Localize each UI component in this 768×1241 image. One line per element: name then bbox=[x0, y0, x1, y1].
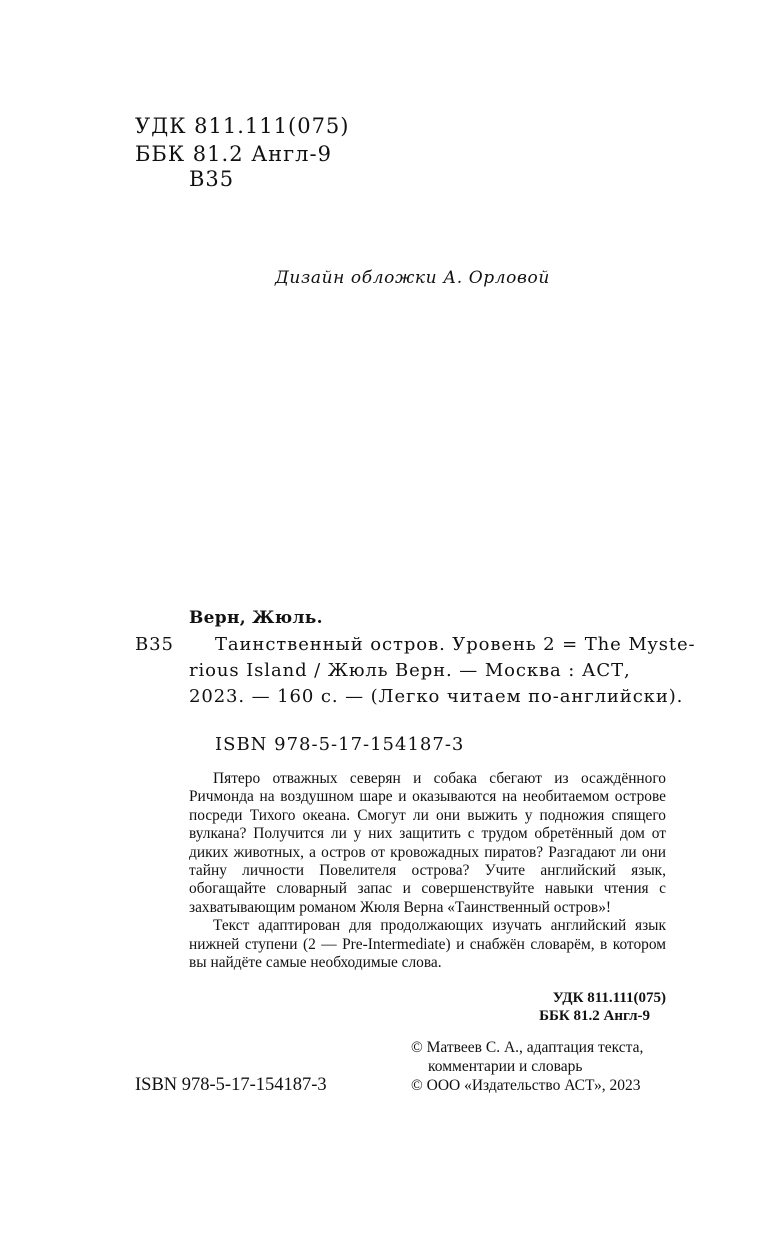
isbn-bottom: ISBN 978-5-17-154187-3 bbox=[135, 1075, 327, 1095]
annotation-paragraph-1: Пятеро отважных северян и собака сбегают из осаждённого Ричмонда на воздушном шаре и оказываются на необитаемом острове посреди Тихого океана. Смогут ли они выжить у подножия спящего вулкана? Получится ли у них защитить с трудом обретённый дом от диких животных, а остров от кровожадных пиратов? Разгадают ли они тайну личности Повелителя острова? Учите английский язык, обогащайте словарный запас и совершенствуйте навыки чтения с захватывающим романом Жюля Верна «Таинственный остров»! bbox=[189, 770, 666, 916]
bbk-code-top: ББК 81.2 Англ-9 bbox=[135, 142, 332, 166]
author-mark: В35 bbox=[135, 634, 174, 655]
author-heading: Верн, Жюль. bbox=[189, 608, 323, 628]
author-mark-top: В35 bbox=[189, 167, 235, 191]
cover-design-credit: Дизайн обложки А. Орловой bbox=[275, 268, 550, 288]
isbn-main: ISBN 978-5-17-154187-3 bbox=[215, 734, 465, 755]
biblio-line-3: 2023. — 160 с. — (Легко читаем по-английски). bbox=[189, 686, 684, 707]
annotation-paragraph-2: Текст адаптирован для продолжающих изучать английский язык нижней ступени (2 — Pre-Intermediate) и снабжён словарём, в котором вы найдёте самые необходимые слова. bbox=[189, 917, 666, 972]
biblio-line-1: Таинственный остров. Уровень 2 = The Myste- bbox=[215, 634, 696, 655]
udk-code-top: УДК 811.111(075) bbox=[135, 114, 350, 138]
udk-code-footer: УДК 811.111(075) bbox=[552, 990, 666, 1006]
annotation bbox=[189, 770, 666, 972]
bbk-code-footer: ББК 81.2 Англ-9 bbox=[539, 1008, 650, 1024]
copyright-commentary: комментарии и словарь bbox=[428, 1058, 583, 1075]
biblio-line-2: rious Island / Жюль Верн. — Москва : АСТ, bbox=[189, 660, 631, 681]
copyright-publisher: © ООО «Издательство АСТ», 2023 bbox=[411, 1077, 641, 1094]
copyright-adaptation: © Матвеев С. А., адаптация текста, bbox=[411, 1039, 644, 1056]
